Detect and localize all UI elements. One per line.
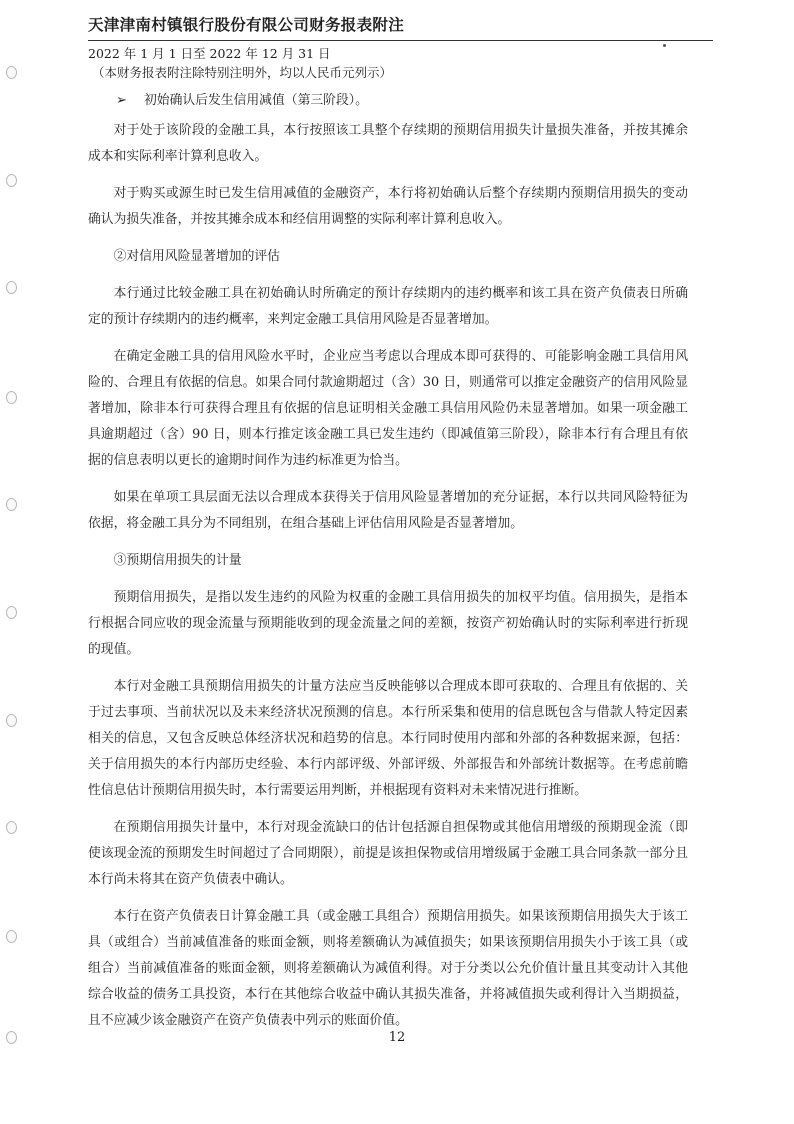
binding-hole-icon (6, 174, 17, 187)
binding-hole-icon (6, 498, 17, 511)
section-heading: ③预期信用损失的计量 (113, 553, 242, 568)
paragraph: 本行对金融工具预期信用损失的计量方法应当反映能够以合理成本即可获取的、合理且有依据的、关于过去事项、当前状况以及未来经济状况预测的信息。本行所采集和使用的信息既包含与借款人特定因素相关的信息，又包含反映总体经济状况和趋势的信息。本行同时使用内部和外部的各种数据来源，包括：关于信用损失的本行内部历史经验、本行内部评级、外部评级、外部报告和外部统计数据等。在考虑前瞻性信息估计预期信用损失时，本行需要运用判断，并根据现有资料对未来情况进行推断。 (88, 679, 688, 798)
page-body (88, 88, 688, 1045)
binding-hole-icon (6, 391, 17, 404)
document-title: 天津津南村镇银行股份有限公司财务报表附注 (88, 15, 405, 34)
binding-hole-icon (6, 714, 17, 727)
paragraph: 如果在单项工具层面无法以合理成本获得关于信用风险显著增加的充分证据，本行以共同风险特征为依据，将金融工具分为不同组别，在组合基础上评估信用风险是否显著增加。 (88, 490, 688, 531)
page-number: 12 (388, 1030, 406, 1045)
binding-hole-icon (6, 66, 17, 79)
page-header (88, 14, 713, 82)
binding-holes (0, 0, 40, 1124)
binding-hole-icon (6, 930, 17, 943)
paragraph: 对于处于该阶段的金融工具，本行按照该工具整个存续期的预期信用损失计量损失准备，并按其摊余成本和实际利率计算利息收入。 (88, 123, 688, 164)
header-divider (88, 40, 713, 41)
binding-hole-icon (6, 606, 17, 619)
paragraph: 在预期信用损失计量中，本行对现金流缺口的估计包括源自担保物或其他信用增级的预期现金流（即使该现金流的预期发生时间超过了合同期限），前提是该担保物或信用增级属于金融工具合同条款一部分且本行尚未将其在资产负债表中确认。 (88, 820, 688, 887)
reporting-period: 2022 年 1 月 1 日至 2022 年 12 月 31 日 (88, 46, 331, 61)
paragraph: 在确定金融工具的信用风险水平时，企业应当考虑以合理成本即可获得的、可能影响金融工具信用风险的、合理且有依据的信息。如果合同付款逾期超过（含）30 日，则通常可以推定金融资产的信用风险显著增加，除非本行可获得合理且有依据的信息证明相关金融工具信用风险仍未显著增加。如果一项金融工具逾期超过（含）90 日，则本行推定该金融工具已发生违约（即减值第三阶段），除非本行有合理且有依据的信息表明以更长的逾期时间作为违约标准更为恰当。 (88, 349, 688, 468)
bullet-item (88, 88, 688, 114)
bullet-text: 初始确认后发生信用减值（第三阶段）。 (144, 93, 368, 108)
currency-note: （本财务报表附注除特别注明外，均以人民币元列示） (92, 65, 393, 80)
binding-hole-icon (6, 281, 17, 294)
binding-hole-icon (6, 821, 17, 834)
paragraph: 预期信用损失，是指以发生违约的风险为权重的金融工具信用损失的加权平均值。信用损失，是指本行根据合同应收的现金流量与预期能收到的现金流量之间的差额，按资产初始确认时的实际利率进行折现的现值。 (88, 590, 688, 657)
arrow-bullet-icon: ➢ (116, 93, 127, 108)
paragraph: 对于购买或源生时已发生信用减值的金融资产，本行将初始确认后整个存续期内预期信用损失的变动确认为损失准备，并按其摊余成本和经信用调整的实际利率计算利息收入。 (88, 186, 688, 227)
paragraph: 本行通过比较金融工具在初始确认时所确定的预计存续期内的违约概率和该工具在资产负债表日所确定的预计存续期内的违约概率，来判定金融工具信用风险是否显著增加。 (88, 286, 688, 327)
paragraph: 本行在资产负债表日计算金融工具（或金融工具组合）预期信用损失。如果该预期信用损失大于该工具（或组合）当前减值准备的账面金额，则将差额确认为减值损失；如果该预期信用损失小于该工具（或组合）当前减值准备的账面金额，则将差额确认为减值利得。对于分类以公允价值计量且其变动计入其他综合收益的债务工具投资，本行在其他综合收益中确认其损失准备，并将减值损失或利得计入当期损益，且不应减少该金融资产在资产负债表中列示的账面价值。 (88, 909, 688, 1028)
section-heading: ②对信用风险显著增加的评估 (113, 249, 280, 264)
